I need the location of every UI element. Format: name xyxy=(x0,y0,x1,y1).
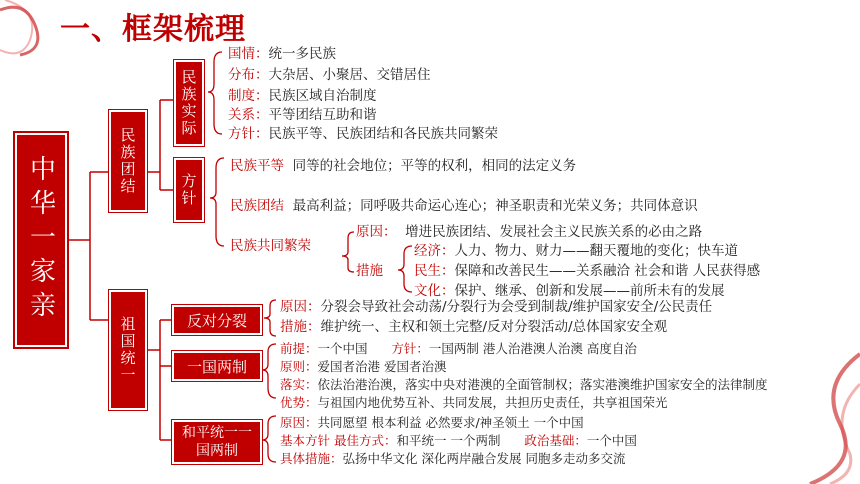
node-ethnic-unity: 民族团结 xyxy=(109,110,147,212)
node-policy: 方针 xyxy=(174,158,204,222)
node-motherland-unity: 祖国统一 xyxy=(109,290,147,410)
node-one-country: 一国两制 xyxy=(172,351,262,381)
root-node: 中华一家亲 xyxy=(15,133,67,347)
fact-item: 制度：民族区域自治制度 xyxy=(228,88,377,104)
one-country-item: 原则：爱国者治港 爱国者治澳 xyxy=(280,359,447,374)
peaceful-item: 原因：共同愿望 根本利益 必然要求/神圣领土 一个中国 xyxy=(280,415,584,430)
policy-item-prosperity: 民族共同繁荣 xyxy=(230,238,311,254)
fact-item: 国情：统一多民族 xyxy=(228,46,336,62)
peaceful-item: 具体措施：弘扬中华文化 深化两岸融合发展 同胞多走动多交流 xyxy=(280,451,626,466)
anti-split-item: 措施：维护统一、主权和领土完整/反对分裂活动/总体国家安全观 xyxy=(280,319,668,335)
node-anti-split: 反对分裂 xyxy=(172,305,262,335)
fact-item: 分布：大杂居、小聚居、交错居住 xyxy=(228,67,431,83)
prosperity-measure-label: 措施 xyxy=(356,263,383,279)
fact-item: 关系：平等团结互助和谐 xyxy=(228,107,377,123)
measure-item: 文化：保护、继承、创新和发展——前所未有的发展 xyxy=(414,283,725,299)
anti-split-item: 原因：分裂会导致社会动荡/分裂行为会受到制裁/维护国家安全/公民责任 xyxy=(280,299,713,315)
policy-item-unity: 民族团结 最高利益；同呼吸共命运心连心；神圣职责和光荣义务；共同体意识 xyxy=(230,198,698,214)
one-country-item: 前提：一个中国 方针：一国两制 港人治港澳人治澳 高度自治 xyxy=(280,341,637,356)
node-peaceful-unification: 和平统一一国两制 xyxy=(172,420,262,464)
prosperity-reason: 原因： 增进民族团结、发展社会主义民族关系的必由之路 xyxy=(356,224,703,240)
one-country-item: 落实：依法治港治澳，落实中央对港澳的全面管制权；落实港澳维护国家安全的法律制度 xyxy=(280,377,768,392)
peaceful-item: 基本方针 最佳方式：和平统一 一个两制 政治基础：一个中国 xyxy=(280,433,637,448)
node-ethnic-fact: 民族实际 xyxy=(174,60,204,146)
measure-item: 经济：人力、物力、财力——翻天覆地的变化；快车道 xyxy=(414,243,738,259)
policy-item-equality: 民族平等 同等的社会地位；平等的权利，相同的法定义务 xyxy=(230,158,577,174)
page-title: 一、框架梳理 xyxy=(60,12,246,47)
measure-item: 民生：保障和改善民生——关系融洽 社会和谐 人民获得感 xyxy=(414,263,761,279)
one-country-item: 优势：与祖国内地优势互补、共同发展，共担历史责任，共享祖国荣光 xyxy=(280,395,668,410)
fact-item: 方针：民族平等、民族团结和各民族共同繁荣 xyxy=(228,126,498,142)
